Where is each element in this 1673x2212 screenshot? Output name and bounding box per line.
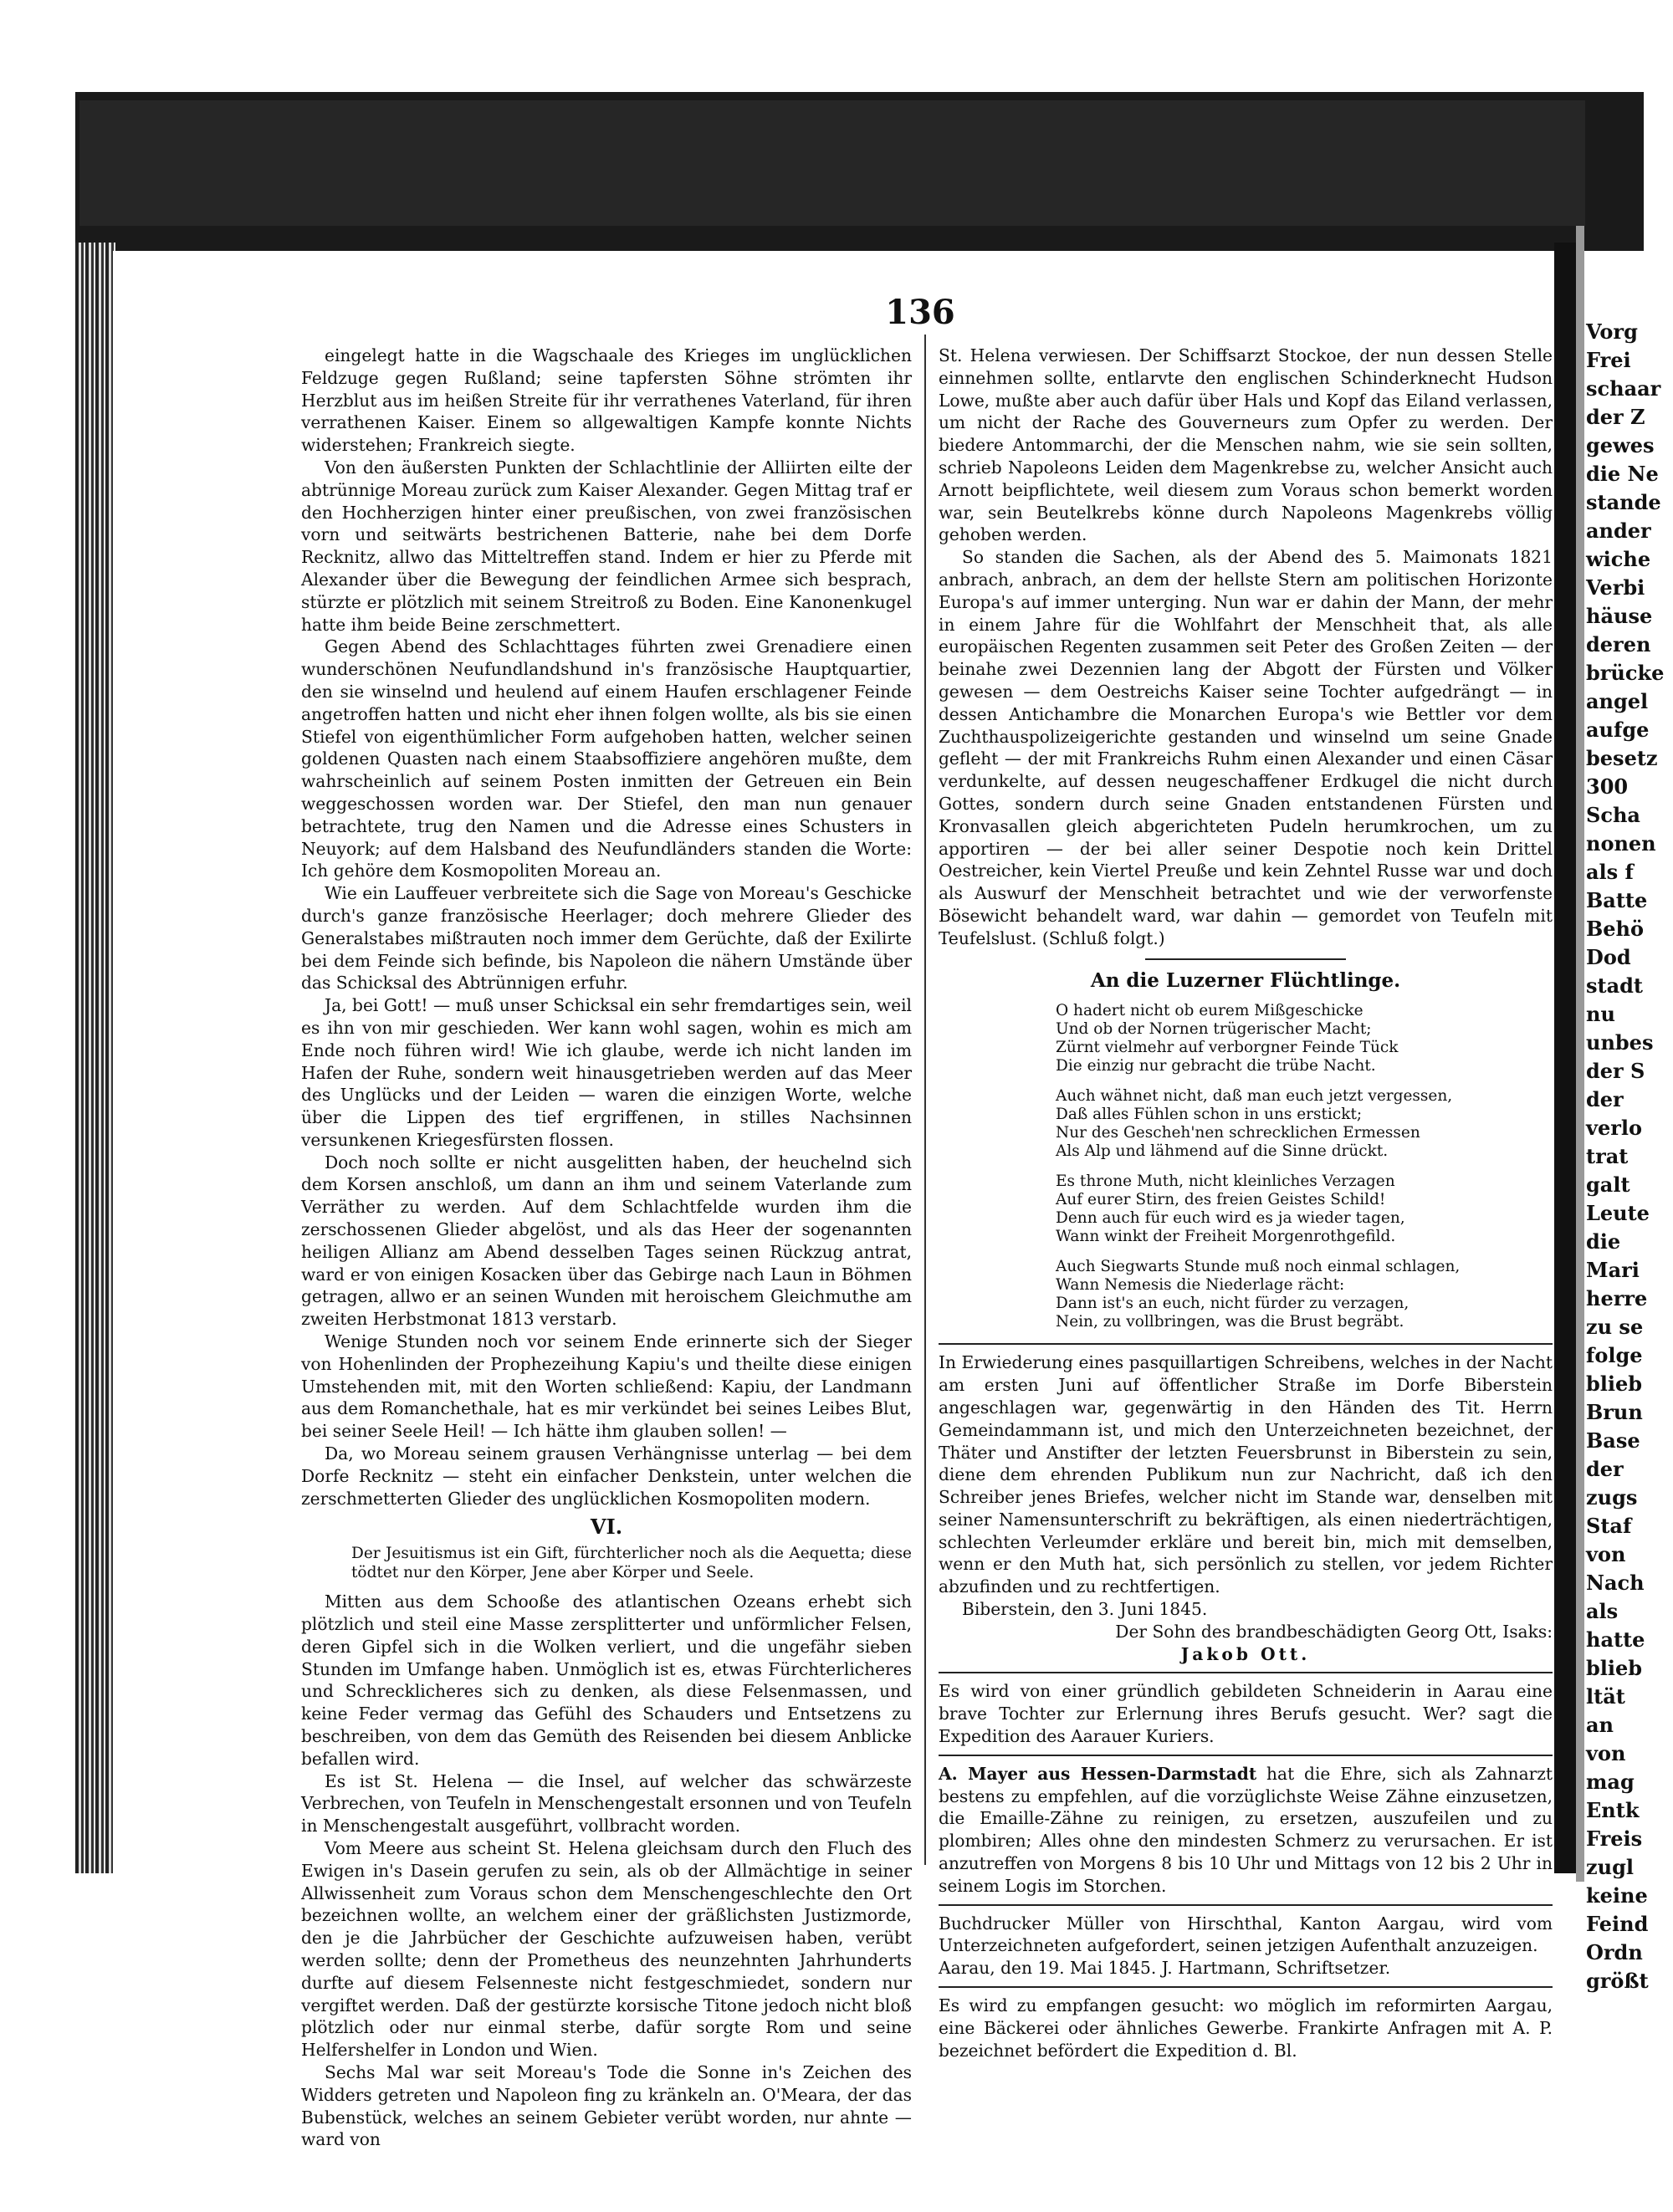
fragment-word: blieb — [1586, 1372, 1643, 1396]
fragment-word: Feind — [1586, 1912, 1649, 1936]
ad-signature: Der Sohn des brandbeschädigten Georg Ott, Isaks: — [1115, 1621, 1553, 1642]
ad-title: A. Mayer aus Hessen-Darmstadt — [939, 1763, 1257, 1784]
page-number: 136 — [885, 293, 955, 332]
left-column — [301, 345, 912, 2151]
book-gutter-edge — [1576, 226, 1584, 1882]
fragment-word: gewes — [1586, 433, 1655, 457]
separator-rule — [939, 1672, 1553, 1673]
fragment-word: Verbi — [1586, 575, 1645, 600]
fragment-word: der S — [1586, 1059, 1645, 1083]
poem — [1056, 1002, 1553, 1331]
fragment-word: verlo — [1586, 1116, 1642, 1140]
poem-line: Dann ist's an euch, nicht fürder zu verzagen, — [1056, 1295, 1410, 1313]
fragment-word: häuse — [1586, 604, 1653, 628]
fragment-word: galt — [1586, 1172, 1630, 1197]
fragment-word: zugs — [1586, 1485, 1638, 1510]
poem-stanza — [1056, 1172, 1553, 1246]
section-motto: Der Jesuitismus ist ein Gift, fürchterlicher noch als die Aequetta; diese tödtet nur den Körper, Jene aber Körper und Seele. — [351, 1545, 912, 1582]
fragment-word: angel — [1586, 689, 1649, 713]
fragment-word: Batte — [1586, 888, 1648, 912]
fragment-word: folge — [1586, 1343, 1643, 1367]
poem-line: Nein, zu vollbringen, was die Brust begräbt. — [1056, 1313, 1404, 1331]
poem-title: An die Luzerner Flüchtlinge. — [1090, 968, 1401, 992]
fragment-word: aufge — [1586, 718, 1650, 742]
ad-text — [939, 1763, 1553, 1898]
advertisement — [939, 1763, 1553, 1898]
ad-text: Es wird zu empfangen gesucht: wo möglich im reformirten Aargau, eine Bäckerei oder ähnliches Gewerbe. Frankirte Anfragen mit A. P. bezeichnet befördert die Expedition d. Bl. — [939, 1995, 1553, 2061]
paragraph: Mitten aus dem Schooße des atlantischen Ozeans erhebt sich plötzlich und steil eine Masse zersplitterter und unförmlicher Felsen, deren Gipfel sich in die Wolken verliert, und die ungefähr sieben Stunden im Umfange haben. Unmöglich ist es, etwas Fürchterlicheres und Schrecklicheres sich zu denken, als diese Felsenmassen, und keine Feder vermag das Gefühl des Schauders und Entsetzens zu beschreiben, von dem das Gemüth des Reisenden bei diesem Anblicke befallen wird. — [301, 1591, 912, 1769]
poem-line: Als Alp und lähmend auf die Sinne drückt. — [1056, 1142, 1389, 1161]
fragment-word: mag — [1586, 1770, 1635, 1794]
fragment-word: von — [1586, 1542, 1626, 1566]
right-column — [939, 345, 1553, 2066]
paragraph: Es ist St. Helena — die Insel, auf welcher das schwärzeste Verbrechen, von Teufeln in Menschengestalt ersonnen und von Teufeln in Menschengestalt ausgeführt, vollbracht worden. — [301, 1770, 912, 1837]
fragment-word: nu — [1586, 1002, 1615, 1026]
column-divider — [924, 335, 926, 1865]
poem-line: Und ob der Nornen trügerischer Macht; — [1056, 1020, 1372, 1039]
paragraph: Von den äußersten Punkten der Schlachtlinie der Alliirten eilte der abtrünnige Moreau zurück zum Kaiser Alexander. Gegen Mittag traf er den Hochherzigen hinter einer preußischen, von zwei französischen vorn und seitwärts bestrichenen Batterie, nahe bei dem Dorfe Recknitz, allwo das Mitteltreffen stand. Indem er hier zu Pferde mit Alexander über die Bewegung der feindlichen Armee sich besprach, stürzte er plötzlich mit seinem Streitroß zu Boden. Eine Kanonenkugel hatte ihm beide Beine zerschmettert. — [301, 457, 912, 635]
poem-line: O hadert nicht ob eurem Mißgeschicke — [1056, 1002, 1363, 1020]
paragraph: eingelegt hatte in die Wagschaale des Krieges im unglücklichen Feldzuge gegen Rußland; seine tapfersten Söhne strömten ihr Herzblut aus im heißen Streite für ihr verrathenes Vaterland, für ihren verrathenen Kaiser. Einem so allgewaltigen Kampfe konnte Nichts widerstehen; Frankreich siegte. — [301, 345, 912, 456]
fragment-word: Frei — [1586, 348, 1631, 372]
fragment-word: Ordn — [1586, 1940, 1643, 1964]
advertisement — [939, 1680, 1553, 1747]
fragment-word: an — [1586, 1713, 1614, 1737]
fragment-word: hatte — [1586, 1627, 1645, 1652]
poem-line: Nur des Gescheh'nen schrecklichen Ermessen — [1056, 1124, 1420, 1142]
fragment-word: Entk — [1586, 1798, 1640, 1822]
fragment-word: besetz — [1586, 746, 1658, 770]
fragment-word: keine — [1586, 1883, 1648, 1908]
fragment-word: von — [1586, 1741, 1626, 1765]
fragment-word: Mari — [1586, 1258, 1640, 1282]
fragment-word: blieb — [1586, 1656, 1643, 1680]
advertisement — [939, 1995, 1553, 2061]
fragment-word: als — [1586, 1599, 1619, 1623]
poem-line: Auf eurer Stirn, des freien Geistes Schild! — [1056, 1191, 1386, 1209]
page-edges-left — [75, 243, 115, 1873]
poem-stanza — [1056, 1258, 1553, 1331]
fragment-word: zugl — [1586, 1855, 1634, 1879]
poem-line: Die einzig nur gebracht die trübe Nacht. — [1056, 1057, 1376, 1075]
separator-rule — [939, 1904, 1553, 1906]
ad-text: Es wird von einer gründlich gebildeten Schneiderin in Aarau eine brave Tochter zur Erlernung ihres Berufs gesucht. Wer? sagt die Expedition des Aarauer Kuriers. — [939, 1681, 1553, 1747]
ad-text: In Erwiederung eines pasquillartigen Schreibens, welches in der Nacht am ersten Juni auf öffentlicher Straße im Dorfe Biberstein angeschlagen war, gegenwärtig in den Händen des Tit. Herrn Gemeindammann ist, und mich den Unterzeichneten bezeichnet, der Thäter und Anstifter der letzten Feuersbrunst in Biberstein zu sein, diene dem ehrenden Publikum nun zur Nachricht, daß ich den Schreiber jenes Briefes, welcher nicht im Stande war, denselben mit seiner Namensunterschrift zu bekräftigen, als einen niederträchtigen, schlechten Verleumder erkläre und bereit bin, mich mit demselben, wenn er den Muth hat, sich persönlich zu stellen, vor jedem Richter abzufinden und zu rechtfertigen. — [939, 1352, 1553, 1597]
advertisement — [939, 1351, 1553, 1665]
ad-signature-name: Jakob Ott. — [1180, 1643, 1311, 1664]
paragraph: Ja, bei Gott! — muß unser Schicksal ein sehr fremdartiges sein, weil es ihn von mir geschieden. Wer kann wohl sagen, wohin es mich am Ende noch führen wird! Wie ich glaube, werde ich nicht landen im Hafen der Ruhe, sondern weit hinausgetrieben werden auf das Meer des Unglücks und der Leiden — waren die einzigen Worte, welche über die Lippen des tief ergriffenen, in stilles Nachsinnen versunkenen Kriegesfürsten flossen. — [301, 995, 912, 1150]
fragment-word: wiche — [1586, 547, 1651, 571]
poem-stanza — [1056, 1002, 1553, 1075]
fragment-word: ltät — [1586, 1684, 1625, 1709]
fragment-word: deren — [1586, 632, 1651, 656]
fragment-word: Base — [1586, 1428, 1640, 1453]
fragment-word: herre — [1586, 1286, 1648, 1310]
fragment-word: Scha — [1586, 803, 1640, 827]
poem-stanza — [1056, 1087, 1553, 1161]
fragment-word: Nach — [1586, 1571, 1645, 1595]
separator-rule — [1145, 958, 1346, 960]
fragment-word: die Ne — [1586, 462, 1659, 486]
poem-line: Zürnt vielmehr auf verborgner Feinde Tück — [1056, 1039, 1399, 1057]
separator-rule — [939, 1755, 1553, 1756]
fragment-word: der — [1586, 1087, 1624, 1111]
ad-body: hat die Ehre, sich als Zahnarzt bestens zu empfehlen, auf die vorzüglichste Weise Zähne einzusetzen, die Emaille-Zähne zu reinigen, zu ersetzen, auszufeilen und zu plombiren; Alles ohne den mindesten Schmerz zu verursachen. Er ist anzutreffen von Morgens 8 bis 10 Uhr und Mittags von 12 bis 2 Uhr in seinem Logis im Storchen. — [939, 1763, 1553, 1896]
poem-line: Auch wähnet nicht, daß man euch jetzt vergessen, — [1056, 1087, 1453, 1106]
fragment-word: Behö — [1586, 917, 1645, 941]
fragment-word: 300 — [1586, 774, 1629, 799]
poem-line: Es throne Muth, nicht kleinliches Verzagen — [1056, 1172, 1395, 1191]
separator-rule — [939, 1343, 1553, 1345]
ad-date: Aarau, den 19. Mai 1845. J. Hartmann, Schriftsetzer. — [939, 1958, 1391, 1979]
fragment-word: schaar — [1586, 376, 1661, 401]
paragraph: Wenige Stunden noch vor seinem Ende erinnerte sich der Sieger von Hohenlinden der Prophezeihung Kapiu's und theilte diese einigen Umstehenden mit, mit den Worten schließend: Kapiu, der Landmann aus dem Romanchethale, hat es mir verkündet bei seines Leibes Blut, bei seiner Seele Heil! — Ich hätte ihm glauben sollen! — — [301, 1331, 912, 1442]
ad-text: Buchdrucker Müller von Hirschthal, Kanton Aargau, wird vom Unterzeichneten aufgefordert, seinen jetzigen Aufenthalt anzuzeigen. — [939, 1913, 1553, 1956]
fragment-word: stande — [1586, 490, 1661, 514]
poem-line: Wann Nemesis die Niederlage rächt: — [1056, 1276, 1345, 1295]
fragment-word: Vorg — [1586, 319, 1638, 344]
fragment-word: größt — [1586, 1969, 1649, 1993]
adjacent-page-fragment — [1586, 318, 1673, 1993]
fragment-word: Freis — [1586, 1826, 1643, 1851]
fragment-word: Staf — [1586, 1514, 1632, 1538]
paragraph: St. Helena verwiesen. Der Schiffsarzt Stockoe, der nun dessen Stelle einnehmen sollte, entlarvte den englischen Schinderknecht Hudson Lowe, mußte aber auch dafür über Hals und Kopf das Eiland verlassen, um nicht der Rache des Gouverneurs zum Opfer zu werden. Der biedere Antommarchi, der die Menschen nahm, wie sie sein sollten, schrieb Napoleons Leiden dem Magenkrebse zu, welcher Ansicht auch Arnott beipflichtete, weil diesem zum Voraus schon bemerkt worden war, sein Beutelkrebs könne durch Napoleons Magenkrebs völlig gehoben werden. — [939, 345, 1553, 545]
fragment-word: die — [1586, 1229, 1621, 1254]
poem-line: Denn auch für euch wird es ja wieder tagen, — [1056, 1209, 1405, 1228]
poem-line: Daß alles Fühlen schon in uns erstickt; — [1056, 1106, 1363, 1124]
section-heading: VI. — [590, 1515, 623, 1540]
fragment-word: unbes — [1586, 1030, 1654, 1055]
fragment-word: Leute — [1586, 1201, 1650, 1225]
poem-line: Auch Siegwarts Stunde muß noch einmal schlagen, — [1056, 1258, 1461, 1276]
fragment-word: brücke — [1586, 661, 1665, 685]
ad-date: Biberstein, den 3. Juni 1845. — [962, 1599, 1208, 1620]
paragraph: Da, wo Moreau seinem grausen Verhängnisse unterlag — bei dem Dorfe Recknitz — steht ein einfacher Denkstein, unter welchen die zerschmetterten Glieder des unglücklichen Kosmopoliten modern. — [301, 1443, 912, 1509]
fragment-word: der — [1586, 1457, 1624, 1481]
fragment-word: der Z — [1586, 405, 1645, 429]
fragment-word: als f — [1586, 860, 1634, 884]
fragment-word: stadt — [1586, 973, 1644, 998]
paragraph: Gegen Abend des Schlachttages führten zwei Grenadiere einen wunderschönen Neufundlandshund in's französische Hauptquartier, den sie winselnd und heulend auf einem Haufen erschlagener Feinde angetroffen hatten und nicht eher ihnen folgen wollte, als bis sie einen Stiefel von eigenthümlicher Form aufgehoben hatten, welcher seinen goldenen Quasten nach einem Staabsoffiziere angehören mußte, dem wahrscheinlich auf seinem Posten inmitten der Getreuen ein Bein weggeschossen worden war. Der Stiefel, den man nun genauer betrachtete, trug den Namen und die Adresse eines Schusters in Neuyork; auf dem Halsband des Neufundländers standen die Worte: Ich gehöre dem Kosmopoliten Moreau an. — [301, 636, 912, 881]
fragment-word: Dod — [1586, 945, 1631, 969]
paragraph: So standen die Sachen, als der Abend des 5. Maimonats 1821 anbrach, anbrach, an dem der hellste Stern am politischen Horizonte Europa's auf immer unterging. Nun war er dahin der Mann, der mehr in einem Jahre für die Wohlfahrt der Menschheit that, als alle europäischen Regenten zusammen seit Peter des Großen Zeiten — der beinahe zwei Dezennien lang der Abgott der Fürsten und Völker gewesen — dem Oestreichs Kaiser seine Tochter aufgedrängt — in dessen Antichambre die Monarchen Europa's wie Bettler vor dem Zuchthauspolizeigerichte gestanden und winselnd um seine Gnade gefleht — der mit Frankreichs Ruhm einen Alexander und einen Cäsar verdunkelte, auf dessen neugeschaffener Erdkugel die nicht durch Gottes, sondern durch seine Gnaden entstandenen Fürsten und Kronvasallen gleich abgerichteten Pudeln herumkrochen, um zu apportiren — der bei aller seiner Despotie noch kein Drittel Oestreicher, kein Viertel Preuße und kein Zehntel Russe war und doch als Auswurf der Menschheit betrachtet und wie der verworfenste Bösewicht behandelt ward, war dahin — gemordet von Teufeln mit Teufelslust. (Schluß folgt.) — [939, 547, 1553, 948]
book-gutter — [1554, 243, 1576, 1873]
fragment-word: Brun — [1586, 1400, 1643, 1424]
separator-rule — [939, 1986, 1553, 1988]
fragment-word: nonen — [1586, 831, 1656, 856]
advertisement — [939, 1913, 1553, 1980]
paragraph: Sechs Mal war seit Moreau's Tode die Sonne in's Zeichen des Widders getreten und Napoleon fing zu kränkeln an. O'Meara, der das Bubenstück, welches an seinem Gebieter verübt worden, nur ahnte — ward von — [301, 2061, 912, 2150]
fragment-word: trat — [1586, 1144, 1629, 1168]
paragraph: Vom Meere aus scheint St. Helena gleichsam durch den Fluch des Ewigen in's Dasein gerufen zu sein, als ob der Allmächtige in seiner Allwissenheit zum Voraus schon dem Menschengeschlechte den Ort bezeichnen wollte, an welchem einer der gräßlichsten Justizmorde, den je die Jahrbücher der Geschichte aufzuweisen haben, verübt werden sollte; denn der Prometheus des neunzehnten Jahrhunderts durfte auf diesem Felsenneste nicht festgeschmiedet, sondern nur vergiftet werden. Daß der gestürzte korsische Titone jedoch nicht bloß plötzlich oder nur einmal sterbe, dafür sorgte Rom und seine Helfershelfer in London und Wien. — [301, 1838, 912, 2061]
paragraph: Doch noch sollte er nicht ausgelitten haben, der heuchelnd sich dem Korsen anschloß, um dann an ihm und seinem Vaterlande zum Verräther zu werden. Auf dem Schlachtfelde wurden ihm die zerschossenen Glieder abgelöst, und als das Heer der sogenannten heiligen Allianz am Abend desselben Tages seinen Rückzug antrat, ward er von einigen Kosacken über das Gebirge nach Laun in Böhmen getragen, allwo er an seinen Wunden mit heroischem Gleichmuthe am zweiten Herbstmonat 1813 verstarb. — [301, 1152, 912, 1330]
paragraph: Wie ein Lauffeuer verbreitete sich die Sage von Moreau's Geschicke durch's ganze französische Heerlager; doch mehrere Glieder des Generalstabes mißtrauten noch immer dem Gerüchte, daß der Exilirte bei dem Feinde sich befinde, bis Napoleon die nähern Umstände über das Schicksal des Abtrünnigen erfuhr. — [301, 883, 912, 994]
book-cover-shadow — [79, 100, 1585, 226]
fragment-word: ander — [1586, 519, 1651, 543]
poem-line: Wann winkt der Freiheit Morgenrothgefild. — [1056, 1228, 1396, 1246]
fragment-word: zu se — [1586, 1315, 1644, 1339]
